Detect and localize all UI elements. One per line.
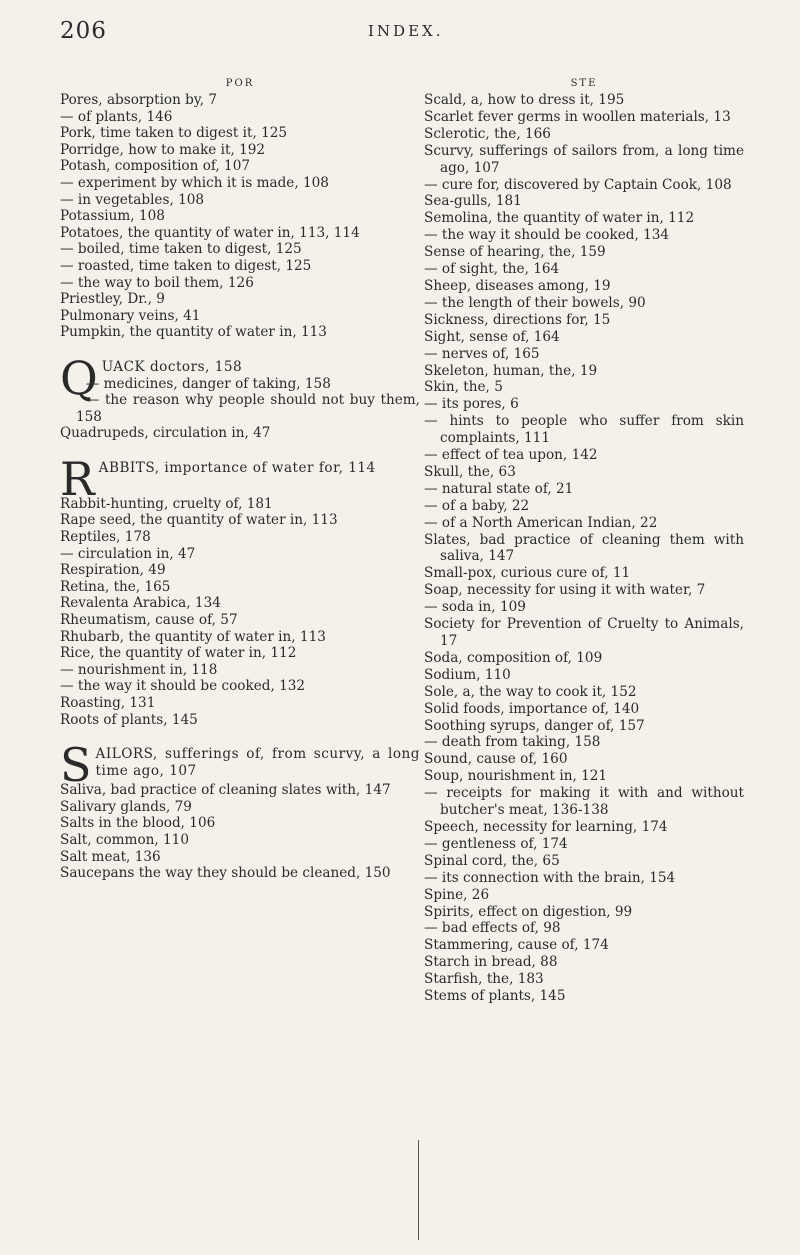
left-column <box>60 72 420 882</box>
r-section <box>60 451 420 728</box>
index-entry: — its connection with the brain, 154 <box>424 869 676 886</box>
index-entry: Stems of plants, 145 <box>424 988 566 1005</box>
index-entry: Rice, the quantity of water in, 112 <box>60 645 297 662</box>
column-head-right: STE <box>570 78 598 89</box>
index-entry: — circulation in, 47 <box>60 545 196 562</box>
index-entry: Sea-gulls, 181 <box>424 193 522 210</box>
index-entry: — experiment by which it is made, 108 <box>60 174 329 191</box>
index-entry: Priestley, Dr., 9 <box>60 291 165 308</box>
index-entry: Salt meat, 136 <box>60 848 161 865</box>
index-entry: — nerves of, 165 <box>424 345 540 362</box>
index-entry: — of sight, the, 164 <box>424 261 560 278</box>
index-entry: — nourishment in, 118 <box>60 661 218 678</box>
index-entry: Starfish, the, 183 <box>424 971 544 988</box>
index-entry: Scurvy, sufferings of sailors from, a long time ago, 107 <box>424 142 744 176</box>
index-entry: Salt, common, 110 <box>60 831 189 848</box>
s-continued-entries <box>424 92 744 1005</box>
index-entry: Soda, composition of, 109 <box>424 649 603 666</box>
index-entry: Retina, the, 165 <box>60 578 171 595</box>
index-entry: — of a baby, 22 <box>424 497 530 514</box>
index-entry: Soap, necessity for using it with water, 7 <box>424 582 706 599</box>
dropcap-q: Q <box>60 350 98 405</box>
index-entry: Rabbit-hunting, cruelty of, 181 <box>60 495 273 512</box>
index-entry: Pork, time taken to digest it, 125 <box>60 125 288 142</box>
page-title: INDEX. <box>368 22 444 40</box>
index-entry: Sodium, 110 <box>424 666 511 683</box>
index-entry: Potash, composition of, 107 <box>60 158 251 175</box>
index-entry: — soda in, 109 <box>424 599 526 616</box>
index-entry: Saucepans the way they should be cleaned, 150 <box>60 865 391 882</box>
index-entry: Soup, nourishment in, 121 <box>424 768 608 785</box>
index-entry: Stammering, cause of, 174 <box>424 937 609 954</box>
index-entry: — the way to boil them, 126 <box>60 274 254 291</box>
index-entry: — hints to people who suffer from skin complaints, 111 <box>424 413 744 447</box>
index-entry: — natural state of, 21 <box>424 480 574 497</box>
index-entry: Roasting, 131 <box>60 695 156 711</box>
index-entry: — the way it should be cooked, 134 <box>424 227 670 244</box>
index-entry: Saliva, bad practice of cleaning slates with, 147 <box>60 782 391 799</box>
q-section <box>60 350 420 442</box>
right-column <box>424 72 744 1005</box>
r-entries <box>60 496 420 728</box>
index-entry: Small-pox, curious cure of, 11 <box>424 565 631 582</box>
index-entry: — the length of their bowels, 90 <box>424 294 646 311</box>
index-entry: — of a North American Indian, 22 <box>424 514 658 531</box>
index-entry: Semolina, the quantity of water in, 112 <box>424 210 695 227</box>
index-entry: Rhubarb, the quantity of water in, 113 <box>60 628 326 645</box>
dropcap-s: S <box>60 738 92 793</box>
index-entry: Potatoes, the quantity of water in, 113, 114 <box>60 224 360 241</box>
index-entry: Pulmonary veins, 41 <box>60 307 201 324</box>
index-entry: — receipts for making it with and without butcher's meat, 136-138 <box>424 785 744 819</box>
index-entry: Skin, the, 5 <box>424 379 503 396</box>
index-entry: — roasted, time taken to digest, 125 <box>60 257 312 274</box>
index-entry: — cure for, discovered by Captain Cook, 108 <box>424 176 732 193</box>
index-entry: Quadrupeds, circulation in, 47 <box>60 425 271 442</box>
index-entry: Salivary glands, 79 <box>60 798 192 815</box>
index-entry: Skeleton, human, the, 19 <box>424 362 598 379</box>
index-entry: Speech, necessity for learning, 174 <box>424 818 668 835</box>
index-entry: — bad effects of, 98 <box>424 920 561 937</box>
index-entry: Scald, a, how to dress it, 195 <box>424 92 625 108</box>
index-entry: Soothing syrups, danger of, 157 <box>424 717 645 734</box>
index-entry: Rape seed, the quantity of water in, 113 <box>60 512 338 529</box>
index-entry: — gentleness of, 174 <box>424 835 568 852</box>
entry-text: ABBITS, importance of water for, 114 <box>98 459 376 476</box>
q-entries <box>60 376 420 442</box>
index-entry: Revalenta Arabica, 134 <box>60 595 221 612</box>
index-entry: Sickness, directions for, 15 <box>424 311 611 328</box>
index-entry: Starch in bread, 88 <box>424 954 558 971</box>
entry-text: UACK doctors, 158 <box>101 358 243 375</box>
s-section <box>60 738 420 882</box>
index-entry: — in vegetables, 108 <box>60 191 205 208</box>
index-entry: Solid foods, importance of, 140 <box>424 700 640 717</box>
index-entry: Sight, sense of, 164 <box>424 328 560 345</box>
page-number: 206 <box>60 18 107 44</box>
index-entry: Respiration, 49 <box>60 562 166 579</box>
index-entry: Scarlet fever germs in woollen materials, 13 <box>424 108 731 125</box>
index-entry: — death from taking, 158 <box>424 734 601 751</box>
dropcap-r: R <box>60 451 95 506</box>
index-entry: Spine, 26 <box>424 886 490 903</box>
index-entry: Rheumatism, cause of, 57 <box>60 612 238 629</box>
index-entry: — of plants, 146 <box>60 108 173 125</box>
index-entry: Sclerotic, the, 166 <box>424 125 551 142</box>
entry-text: AILORS, sufferings of, from scurvy, a long time ago, 107 <box>95 746 420 779</box>
index-entry: Potassium, 108 <box>60 208 165 225</box>
index-entry: Roots of plants, 145 <box>60 711 198 728</box>
index-entry: Pores, absorption by, 7 <box>60 92 218 108</box>
index-entry: Porridge, how to make it, 192 <box>60 141 266 158</box>
index-entry: Sense of hearing, the, 159 <box>424 244 606 261</box>
index-entry: Spinal cord, the, 65 <box>424 852 560 869</box>
index-entry: Pumpkin, the quantity of water in, 113 <box>60 324 327 341</box>
index-entry: — its pores, 6 <box>424 396 519 413</box>
index-entry: Sole, a, the way to cook it, 152 <box>424 683 637 700</box>
index-entry: — the reason why people should not buy them, 158 <box>76 392 420 425</box>
p-entries <box>60 92 420 341</box>
index-entry: Skull, the, 63 <box>424 463 516 480</box>
index-entry: Salts in the blood, 106 <box>60 815 216 832</box>
page-header <box>0 0 800 70</box>
column-divider <box>418 1140 419 1240</box>
index-entry: Society for Prevention of Cruelty to Animals, 17 <box>424 616 744 649</box>
index-entry: Slates, bad practice of cleaning them with saliva, 147 <box>424 531 744 565</box>
index-entry: — boiled, time taken to digest, 125 <box>60 241 302 258</box>
index-entry: Reptiles, 178 <box>60 529 151 546</box>
column-head-left: POR <box>225 78 255 89</box>
index-entry: — effect of tea upon, 142 <box>424 447 598 464</box>
index-entry: Sheep, diseases among, 19 <box>424 277 611 294</box>
s-entries <box>60 782 420 882</box>
index-entry: — medicines, danger of taking, 158 <box>85 375 331 392</box>
index-entry: — the way it should be cooked, 132 <box>60 678 306 695</box>
index-entry: Sound, cause of, 160 <box>424 751 568 768</box>
index-entry: Spirits, effect on digestion, 99 <box>424 903 633 920</box>
